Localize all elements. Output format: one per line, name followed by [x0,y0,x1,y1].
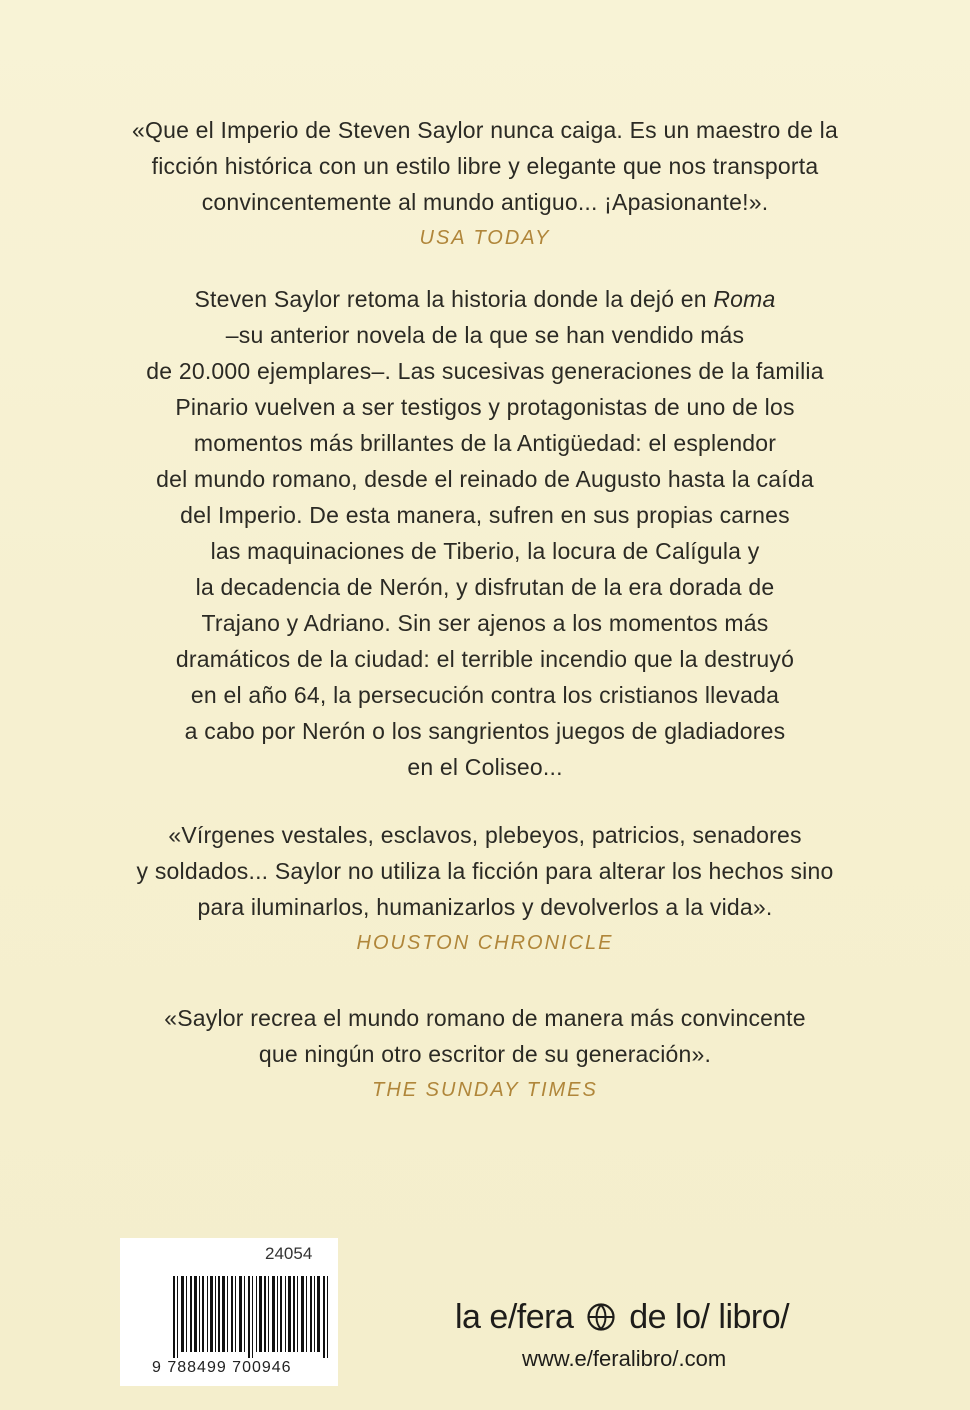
synopsis-line: momentos más brillantes de la Antigüedad: el esplendor [193,430,777,456]
synopsis-line: del Imperio. De esta manera, sufren en sus propias carnes [180,502,790,528]
synopsis-line: las maquinaciones de Tiberio, la locura de Calígula y [210,538,760,564]
review-quote-usa-today [0,112,970,256]
quote-source: HOUSTON CHRONICLE [356,932,614,954]
synopsis-line: del mundo romano, desde el reinado de Augusto hasta la caída [156,466,814,492]
isbn-number: 9 788499 700946 [152,1359,292,1376]
publisher-website: www.e/feralibro/.com [522,1346,727,1371]
synopsis-line: en el Coliseo... [407,754,563,780]
synopsis-line: la decadencia de Nerón, y disfrutan de la era dorada de [195,574,775,600]
quote-line: «Que el Imperio de Steven Saylor nunca caiga. Es un maestro de la [132,117,838,143]
synopsis-line: de 20.000 ejemplares–. Las sucesivas generaciones de la familia [146,358,824,384]
barcode-icon [173,1276,329,1358]
quote-line: «Saylor recrea el mundo romano de manera más convincente [164,1005,806,1031]
synopsis-line: dramáticos de la ciudad: el terrible incendio que la destruyó [175,646,795,672]
synopsis [0,281,970,785]
synopsis-line: –su anterior novela de la que se han vendido más [225,322,745,348]
quote-line: convincentemente al mundo antiguo... ¡Apasionante!». [201,189,769,215]
quote-line: y soldados... Saylor no utiliza la ficción para alterar los hechos sino [136,858,834,884]
publisher-name-part: la e/fera [455,1298,574,1336]
quote-source: THE SUNDAY TIMES [372,1079,598,1101]
barcode-code: 24054 [265,1244,313,1263]
synopsis-text: Steven Saylor retoma la historia donde la dejó en [194,286,714,312]
quote-source: USA TODAY [419,227,551,249]
publisher-logo [455,1298,789,1337]
synopsis-line: a cabo por Nerón o los sangrientos juegos de gladiadores [184,718,786,744]
publisher-name-part: de lo/ libro/ [629,1298,790,1336]
synopsis-line [0,281,970,317]
globe-logo-icon [586,1302,616,1332]
quote-line: «Vírgenes vestales, esclavos, plebeyos, patricios, senadores [168,822,802,848]
synopsis-line: Trajano y Adriano. Sin ser ajenos a los momentos más [201,610,769,636]
book-title-roma: Roma [713,286,776,312]
review-quote-sunday-times [0,1000,970,1108]
synopsis-line: Pinario vuelven a ser testigos y protagonistas de uno de los [175,394,795,420]
quote-line: que ningún otro escritor de su generación». [258,1041,712,1067]
quote-line: ficción histórica con un estilo libre y elegante que nos transporta [151,153,819,179]
quote-line: para iluminarlos, humanizarlos y devolverlos a la vida». [197,894,773,920]
synopsis-line: en el año 64, la persecución contra los cristianos llevada [190,682,780,708]
review-quote-houston-chronicle [0,817,970,961]
